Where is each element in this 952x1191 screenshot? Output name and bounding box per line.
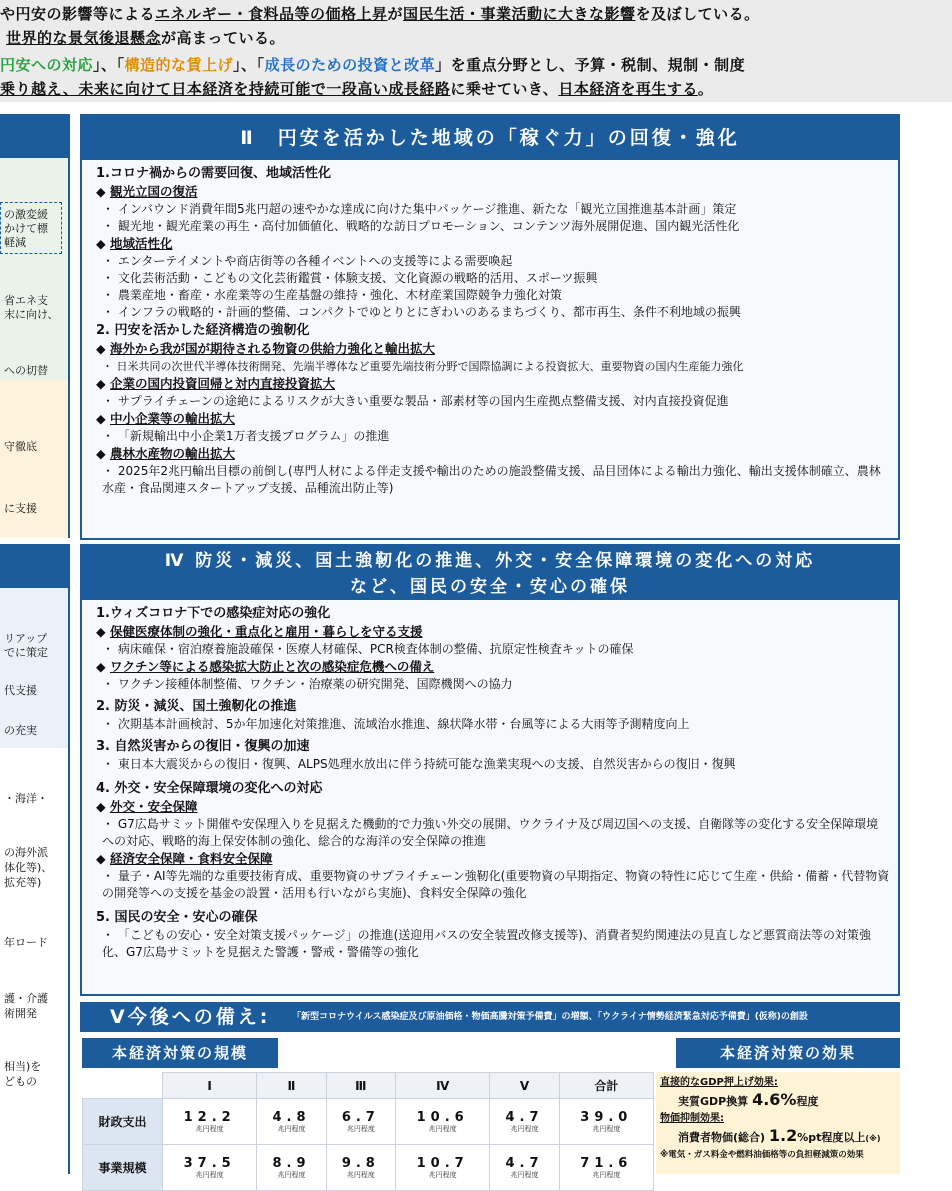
- bullet-item: ・ インフラの戦略的・計画的整備、コンパクトでゆとりとにぎわいのあるまちづくり、都市再生、条件不利地域の振興: [102, 305, 741, 319]
- table-row: [83, 1145, 654, 1191]
- table-header-row: [83, 1073, 654, 1099]
- subheading: ◆ 保健医療体制の強化・重点化と雇用・暮らしを守る支援: [96, 624, 423, 639]
- left-panel-lower: [0, 588, 70, 748]
- scale-title: 本経済対策の規模: [82, 1038, 278, 1068]
- subheading: ◆ 観光立国の復活: [96, 184, 198, 199]
- intro-line-1: や円安の影響等によるエネルギー・食料品等の価格上昇が国民生活・事業活動に大きな影響を及ぼしている。: [0, 5, 760, 23]
- table-cell: 6.7 兆円程度: [326, 1099, 395, 1145]
- column-header: Ⅳ: [396, 1073, 490, 1099]
- table-cell: 10.6 兆円程度: [396, 1099, 490, 1145]
- left-fragment: に支援: [4, 502, 37, 515]
- heading: 1.コロナ禍からの需要回復、地域活性化: [96, 166, 331, 181]
- subheading: ◆ 外交・安全保障: [96, 799, 198, 814]
- bullet-item: ・ 東日本大震災からの復旧・復興、ALPS処理水放出に伴う持続可能な漁業実現への支援、自然災害からの復旧・復興: [102, 757, 736, 771]
- section-2-title: Ⅱ 円安を活かした地域の「稼ぐ力」の回復・強化: [82, 116, 898, 160]
- bullet-item: ・ サプライチェーンの途絶によるリスクが大きい重要な製品・部素材等の国内生産拠点整備支援、対内直接投資促進: [102, 394, 729, 408]
- heading: 4. 外交・安全保障環境の変化への対応: [96, 781, 323, 796]
- column-header: Ⅴ: [490, 1073, 559, 1099]
- heading: 1.ウィズコロナ下での感染症対応の強化: [96, 606, 331, 621]
- bullet-item: ・ 2025年2兆円輸出目標の前倒し(専門人材による伴走支援や輸出のための施設整備支援、品目団体による輸出力強化、輸出支援体制確立、農林水産・食品関連スタートアップ支援、品種流出防止等): [102, 464, 881, 495]
- bullet-item: ・ 「こどもの安心・安全対策支援パッケージ」の推進(送迎用バスの安全装置改修支援等)、消費者契約関連法の見直しなど悪質商法等の対策強化、G7広島サミットを見据えた警護・警戒・警備等の強化: [102, 928, 871, 959]
- table-cell: 4.7 兆円程度: [490, 1099, 559, 1145]
- left-panel-mid: [0, 380, 70, 538]
- left-section-header: [0, 114, 70, 158]
- bullet-item: ・ 観光地・観光産業の再生・高付加価値化、戦略的な訪日プロモーション、コンテンツ海外展開促進、国内観光活性化: [102, 219, 740, 233]
- left-section-header-2: [0, 544, 70, 588]
- bullet-item: ・ 「新規輸出中小企業1万者支援プログラム」の推進: [102, 429, 390, 443]
- price-value-line: 消費者物価(総合) 1.2%pt程度以上(※): [678, 1126, 881, 1145]
- section-5-title: Ⅴ今後への備え:: [110, 1006, 271, 1028]
- table-cell: 39.0 兆円程度: [559, 1099, 653, 1145]
- left-fragment: 代支援: [4, 684, 37, 697]
- bullet-item: ・ 次期基本計画検討、5か年加速化対策推進、流域治水推進、線状降水帯・台風等による大雨等予測精度向上: [102, 717, 690, 731]
- table-cell: 12.2 兆円程度: [163, 1099, 257, 1145]
- section-2-content: [82, 160, 898, 497]
- left-fragment: でに策定: [4, 646, 48, 659]
- left-panel-top: [0, 158, 70, 380]
- table-cell: 37.5 兆円程度: [163, 1145, 257, 1191]
- section-4-title: [82, 546, 898, 600]
- table-cell: 4.8 兆円程度: [257, 1099, 326, 1145]
- section-4-title-line-2: など、国民の安全・安心の確保: [350, 577, 630, 597]
- left-fragment: の海外派: [4, 846, 48, 859]
- table-cell: 71.6 兆円程度: [559, 1145, 653, 1191]
- table-cell: 10.7 兆円程度: [396, 1145, 490, 1191]
- left-fragment: 末に向け、: [4, 308, 59, 321]
- left-fragment: 体化等)、: [4, 861, 53, 874]
- section-4-content: [82, 600, 898, 961]
- effect-title: 本経済対策の効果: [676, 1038, 900, 1068]
- left-panel-bottom: [0, 748, 70, 1174]
- section-5-banner: [80, 1002, 900, 1032]
- left-fragment: 拡充等): [4, 876, 42, 889]
- heading: 3. 自然災害からの復旧・復興の加速: [96, 739, 310, 754]
- left-fragment: ・海洋・: [4, 792, 48, 805]
- column-header: 合計: [559, 1073, 653, 1099]
- table-cell: 4.7 兆円程度: [490, 1145, 559, 1191]
- left-fragment: 省エネ支: [4, 294, 48, 307]
- gdp-label: 直接的なGDP押上げ効果:: [660, 1077, 778, 1088]
- intro-band: [0, 0, 952, 102]
- section-4-panel: [80, 544, 900, 996]
- left-fragment: 年ロード: [4, 936, 48, 949]
- left-fragment: 術開発: [4, 1007, 37, 1020]
- scale-table: [82, 1072, 654, 1191]
- bullet-item: ・ エンターテイメントや商店街等の各種イベントへの支援等による需要喚起: [102, 254, 513, 268]
- left-fragment: の激変緩: [4, 208, 48, 221]
- subheading: ◆ 海外から我が国が期待される物資の供給力強化と輸出拡大: [96, 341, 435, 356]
- section-5-note: 「新型コロナウイルス感染症及び原油価格・物価高騰対策予備費」の増額、「ウクライナ情勢経済緊急対応予備費」(仮称)の創設: [292, 1012, 808, 1022]
- left-fragment: への切替: [4, 364, 48, 377]
- bullet-item: ・ ワクチン接種体制整備、ワクチン・治療薬の研究開発、国際機関への協力: [102, 677, 513, 691]
- bullet-item: ・ インバウンド消費年間5兆円超の速やかな達成に向けた集中パッケージ推進、新たな「観光立国推進基本計画」策定: [102, 202, 737, 216]
- column-header: Ⅰ: [163, 1073, 257, 1099]
- bullet-item: ・ 農業産地・畜産・水産業等の生産基盤の維持・強化、木材産業国際競争力強化対策: [102, 288, 562, 302]
- bullet-item: ・ 量子・AI等先端的な重要技術育成、重要物資のサプライチェーン強靭化(重要物資の早期指定、物資の特性に応じて生産・供給・備蓄・代替物資の開発等への支援を基金の設置・活用も行いながら実施)、食料安全保障の強化: [102, 869, 890, 900]
- intro-line-4: 乗り越え、未来に向けて日本経済を持続可能で一段高い成長経路に乗せていき、日本経済を再生する。: [0, 80, 714, 98]
- heading: 2. 防災・減災、国土強靭化の推進: [96, 699, 297, 714]
- table-cell: 8.9 兆円程度: [257, 1145, 326, 1191]
- table-row: [83, 1099, 654, 1145]
- left-fragment: どもの: [4, 1075, 37, 1088]
- bullet-item: ・ G7広島サミット開催や安保理入りを見据えた機動的で力強い外交の展開、ウクライナ及び周辺国への支援、自衛隊等の変化する安全保障環境への対応、戦略的海上保安体制の強化、総合的な海洋の安全保障の推進: [102, 817, 879, 848]
- table-cell: 9.8 兆円程度: [326, 1145, 395, 1191]
- row-header: 事業規模: [83, 1145, 163, 1191]
- subheading: ◆ 中小企業等の輸出拡大: [96, 411, 235, 426]
- effect-box: [656, 1072, 900, 1174]
- left-fragment: リアップ: [4, 632, 48, 645]
- heading: 5. 国民の安全・安心の確保: [96, 910, 258, 925]
- subheading: ◆ ワクチン等による感染拡大防止と次の感染症危機への備え: [96, 659, 435, 674]
- gdp-value-line: 実質GDP換算 4.6%程度: [678, 1090, 819, 1109]
- column-header: Ⅲ: [326, 1073, 395, 1099]
- column-header: [83, 1073, 163, 1099]
- left-fragment: かけて標: [4, 222, 48, 235]
- bullet-item: ・ 文化芸術活動・こどもの文化芸術鑑賞・体験支援、文化資源の戦略的活用、スポーツ振興: [102, 271, 598, 285]
- intro-line-3: 円安への対応」、「構造的な賃上げ」、「成長のための投資と改革」を重点分野とし、予算・税制、規制・制度: [0, 56, 746, 74]
- subheading: ◆ 企業の国内投資回帰と対内直接投資拡大: [96, 376, 335, 391]
- subheading: ◆ 地域活性化: [96, 236, 173, 251]
- price-label: 物価抑制効果:: [660, 1113, 724, 1124]
- left-fragment: 護・介護: [4, 992, 48, 1005]
- subheading: ◆ 農林水産物の輸出拡大: [96, 446, 235, 461]
- bullet-item: ・ 病床確保・宿泊療養施設確保・医療人材確保、PCR検査体制の整備、抗原定性検査キットの確保: [102, 642, 634, 656]
- column-header: Ⅱ: [257, 1073, 326, 1099]
- section-4-title-line-1: Ⅳ 防災・減災、国土強靭化の推進、外交・安全保障環境の変化への対応: [164, 551, 816, 571]
- section-2-panel: [80, 114, 900, 540]
- subheading: ◆ 経済安全保障・食料安全保障: [96, 851, 273, 866]
- heading: 2. 円安を活かした経済構造の強靭化: [96, 323, 310, 338]
- effect-footnote: ※電気・ガス料金や燃料油価格等の負担軽減策の効果: [660, 1150, 864, 1160]
- intro-line-2: 世界的な景気後退懸念が高まっている。: [6, 29, 286, 47]
- left-fragment: 軽減: [4, 236, 26, 249]
- left-fragment: 相当)を: [4, 1060, 42, 1073]
- row-header: 財政支出: [83, 1099, 163, 1145]
- left-fragment: 守徹底: [4, 440, 37, 453]
- left-fragment: の充実: [4, 724, 37, 737]
- bullet-item: ・ 日米共同の次世代半導体技術開発、先端半導体など重要先端技術分野で国際協調による投資拡大、重要物資の国内生産能力強化: [102, 360, 744, 373]
